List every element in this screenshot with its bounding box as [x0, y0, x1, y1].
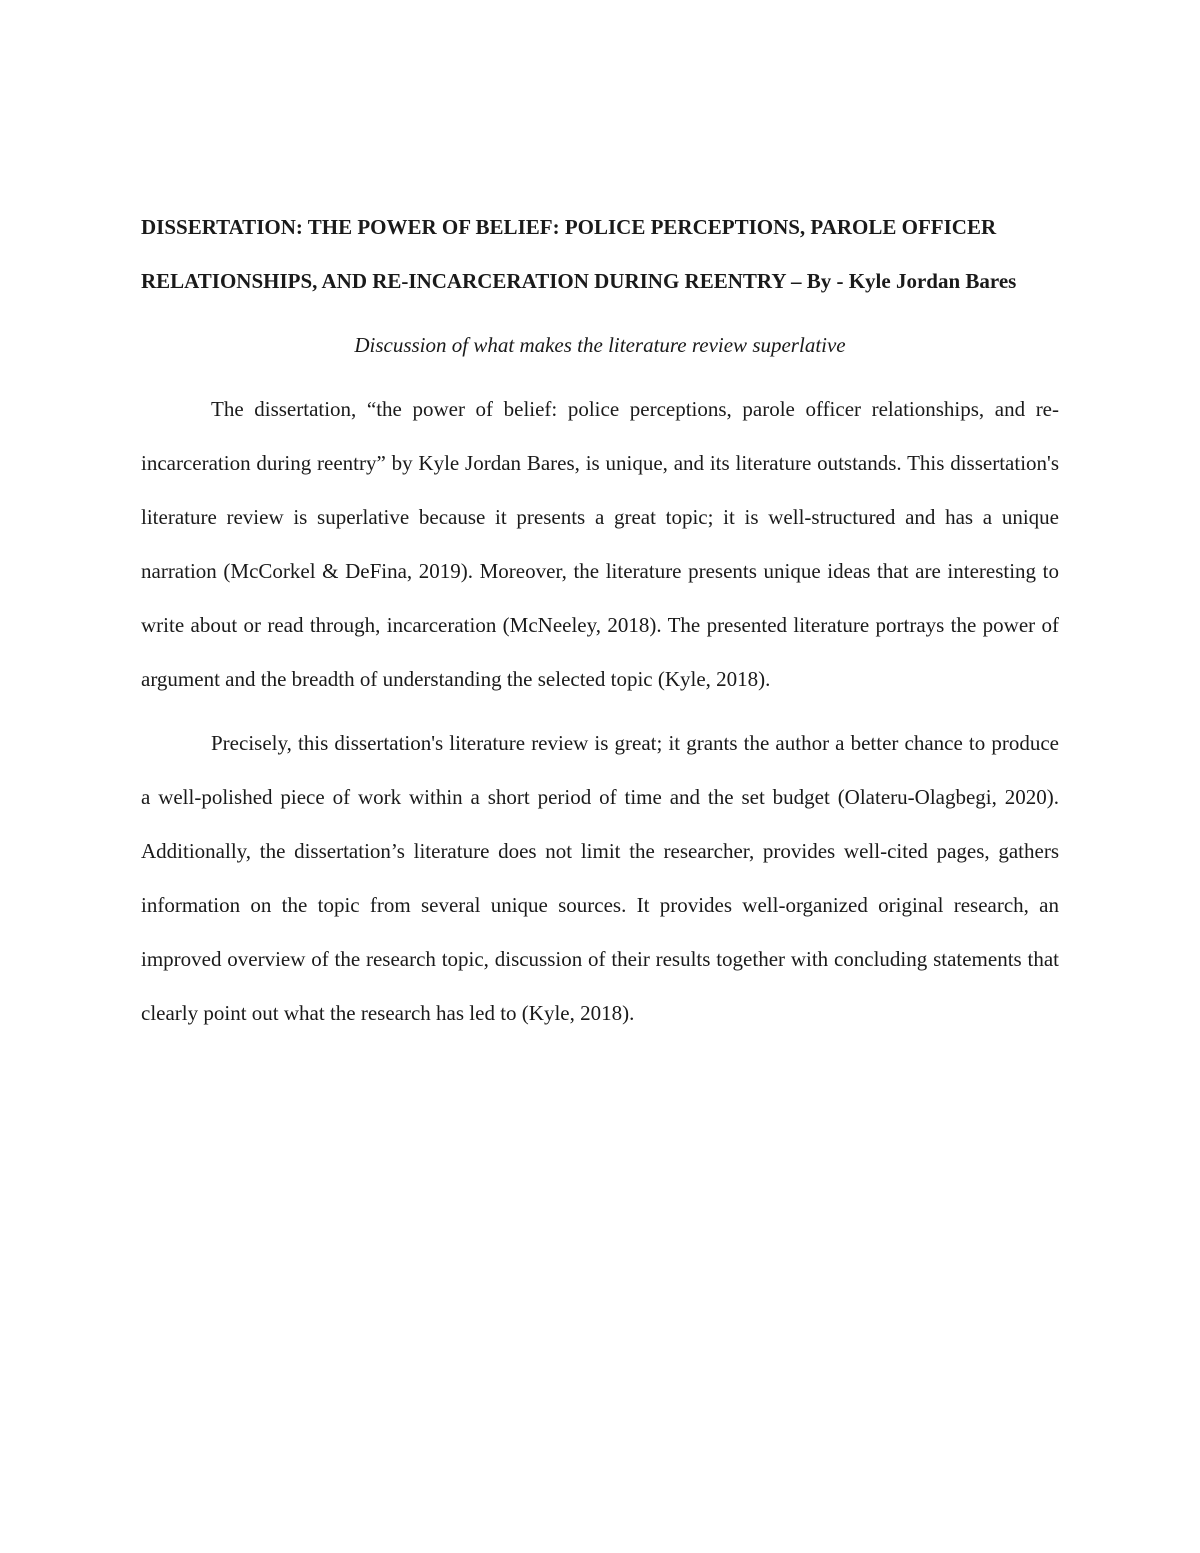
body-paragraph-2: Precisely, this dissertation's literature review is great; it grants the author a better chance to produce a well-polished piece of work within a short period of time and the set budget (Olateru-Olagbegi, 2020). Additionally, the dissertation’s literature does not limit the researcher, provides well-cited pages, gathers information on the topic from several unique sources. It provides well-organized original research, an improved overview of the research topic, discussion of their results together with concluding statements that clearly point out what the research has led to (Kyle, 2018). — [141, 731, 1059, 1025]
document-body — [141, 200, 1059, 1040]
section-subheading: Discussion of what makes the literature review superlative — [354, 333, 846, 357]
document-title: DISSERTATION: THE POWER OF BELIEF: POLICE PERCEPTIONS, PAROLE OFFICER RELATIONSHIPS, AND RE-INCARCERATION DURING REENTRY – By - Kyle Jordan Bares — [141, 215, 1017, 293]
body-paragraph-1: The dissertation, “the power of belief: police perceptions, parole officer relationships, and re-incarceration during reentry” by Kyle Jordan Bares, is unique, and its literature outstands. This dissertation's literature review is superlative because it presents a great topic; it is well-structured and has a unique narration (McCorkel & DeFina, 2019). Moreover, the literature presents unique ideas that are interesting to write about or read through, incarceration (McNeeley, 2018). The presented literature portrays the power of argument and the breadth of understanding the selected topic (Kyle, 2018). — [141, 397, 1059, 691]
